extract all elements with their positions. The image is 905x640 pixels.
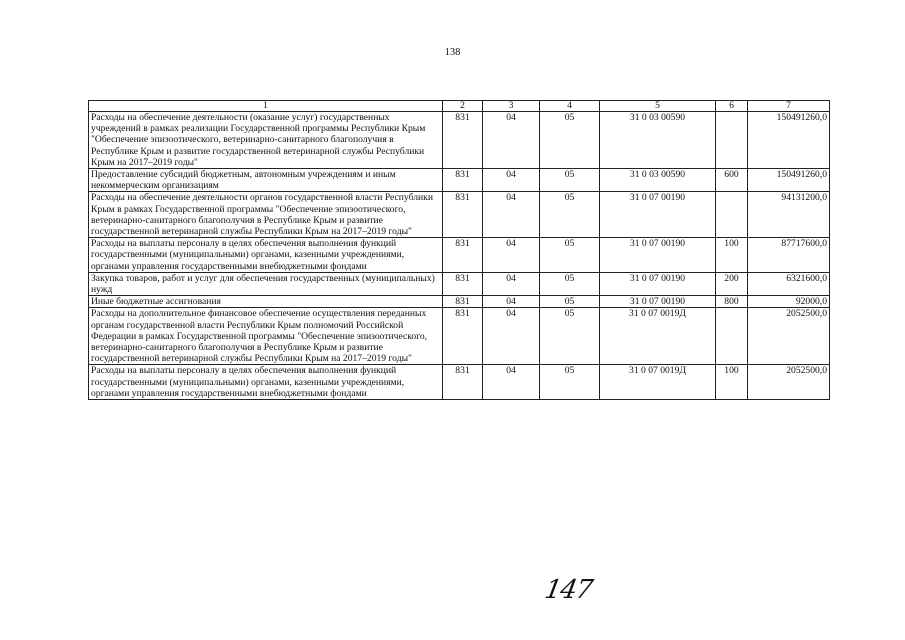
row-expense-type: 600	[716, 169, 748, 192]
header-col-1: 1	[89, 101, 443, 112]
row-expense-type	[716, 192, 748, 238]
page-number: 138	[444, 47, 461, 58]
row-ministry-code: 831	[443, 238, 483, 273]
row-ministry-code: 831	[443, 365, 483, 400]
row-target-article: 31 0 07 00190	[600, 192, 716, 238]
header-col-7: 7	[748, 101, 830, 112]
budget-table	[88, 100, 830, 400]
row-expense-type: 800	[716, 296, 748, 308]
row-name: Закупка товаров, работ и услуг для обеспечения государственных (муниципальных) нужд	[89, 272, 443, 295]
row-subsection: 05	[540, 308, 600, 365]
row-ministry-code: 831	[443, 272, 483, 295]
row-name: Расходы на обеспечение деятельности органов государственной власти Республики Крым в рамках Государственной программы "Обеспечение эпизоотического, ветеринарно-санитарного благополучия в Республике Крым и развитие государственной ветеринарной службы Республики Крым на 2017–2019 годы"	[89, 192, 443, 238]
row-amount: 6321600,0	[748, 272, 830, 295]
row-subsection: 05	[540, 365, 600, 400]
row-section: 04	[483, 238, 540, 273]
row-target-article: 31 0 07 00190	[600, 296, 716, 308]
row-name: Расходы на выплаты персоналу в целях обеспечения выполнения функций государственными (муниципальными) органами, казенными учреждениями, органами управления государственными внебюджетными фондами	[89, 238, 443, 273]
header-row	[89, 101, 830, 112]
row-amount: 92000,0	[748, 296, 830, 308]
row-section: 04	[483, 192, 540, 238]
row-expense-type: 100	[716, 365, 748, 400]
row-expense-type	[716, 308, 748, 365]
table-row	[89, 365, 830, 400]
row-ministry-code: 831	[443, 192, 483, 238]
row-ministry-code: 831	[443, 112, 483, 169]
row-section: 04	[483, 272, 540, 295]
row-section: 04	[483, 112, 540, 169]
header-col-3: 3	[483, 101, 540, 112]
row-expense-type: 100	[716, 238, 748, 273]
table-row	[89, 169, 830, 192]
row-amount: 2052500,0	[748, 365, 830, 400]
row-section: 04	[483, 308, 540, 365]
row-amount: 94131200,0	[748, 192, 830, 238]
row-ministry-code: 831	[443, 296, 483, 308]
row-section: 04	[483, 296, 540, 308]
header-col-6: 6	[716, 101, 748, 112]
row-target-article: 31 0 03 00590	[600, 169, 716, 192]
row-expense-type	[716, 112, 748, 169]
row-ministry-code: 831	[443, 308, 483, 365]
row-subsection: 05	[540, 272, 600, 295]
row-subsection: 05	[540, 112, 600, 169]
row-name: Расходы на дополнительное финансовое обеспечение осуществления переданных органам государственной власти Республики Крым полномочий Российской Федерации в рамках Государственной программы "Обеспечение эпизоотического, ветеринарно-санитарного благополучия в Республике Крым и развитие государственной ветеринарной службы Республики Крым на 2017–2019 годы"	[89, 308, 443, 365]
row-amount: 87717600,0	[748, 238, 830, 273]
row-name: Предоставление субсидий бюджетным, автономным учреждениям и иным некоммерческим организациям	[89, 169, 443, 192]
row-subsection: 05	[540, 296, 600, 308]
row-subsection: 05	[540, 238, 600, 273]
handwritten-page-mark: 147	[542, 575, 595, 605]
row-amount: 150491260,0	[748, 112, 830, 169]
row-subsection: 05	[540, 192, 600, 238]
row-target-article: 31 0 03 00590	[600, 112, 716, 169]
row-target-article: 31 0 07 0019Д	[600, 365, 716, 400]
row-name: Расходы на выплаты персоналу в целях обеспечения выполнения функций государственными (муниципальными) органами, казенными учреждениями, органами управления государственными внебюджетными фондами	[89, 365, 443, 400]
table-row	[89, 308, 830, 365]
table-row	[89, 238, 830, 273]
table-row	[89, 272, 830, 295]
row-ministry-code: 831	[443, 169, 483, 192]
row-amount: 2052500,0	[748, 308, 830, 365]
table-row	[89, 192, 830, 238]
row-amount: 150491260,0	[748, 169, 830, 192]
table-row	[89, 296, 830, 308]
header-col-4: 4	[540, 101, 600, 112]
row-name: Иные бюджетные ассигнования	[89, 296, 443, 308]
header-col-5: 5	[600, 101, 716, 112]
row-section: 04	[483, 169, 540, 192]
row-expense-type: 200	[716, 272, 748, 295]
row-name: Расходы на обеспечение деятельности (оказание услуг) государственных учреждений в рамках реализации Государственной программы Республики Крым "Обеспечение эпизоотического, ветеринарно-санитарного благополучия в Республике Крым и развитие государственной ветеринарной службы Республики Крым на 2017–2019 годы"	[89, 112, 443, 169]
row-target-article: 31 0 07 00190	[600, 238, 716, 273]
row-target-article: 31 0 07 0019Д	[600, 308, 716, 365]
row-target-article: 31 0 07 00190	[600, 272, 716, 295]
table-row	[89, 112, 830, 169]
header-col-2: 2	[443, 101, 483, 112]
row-subsection: 05	[540, 169, 600, 192]
row-section: 04	[483, 365, 540, 400]
